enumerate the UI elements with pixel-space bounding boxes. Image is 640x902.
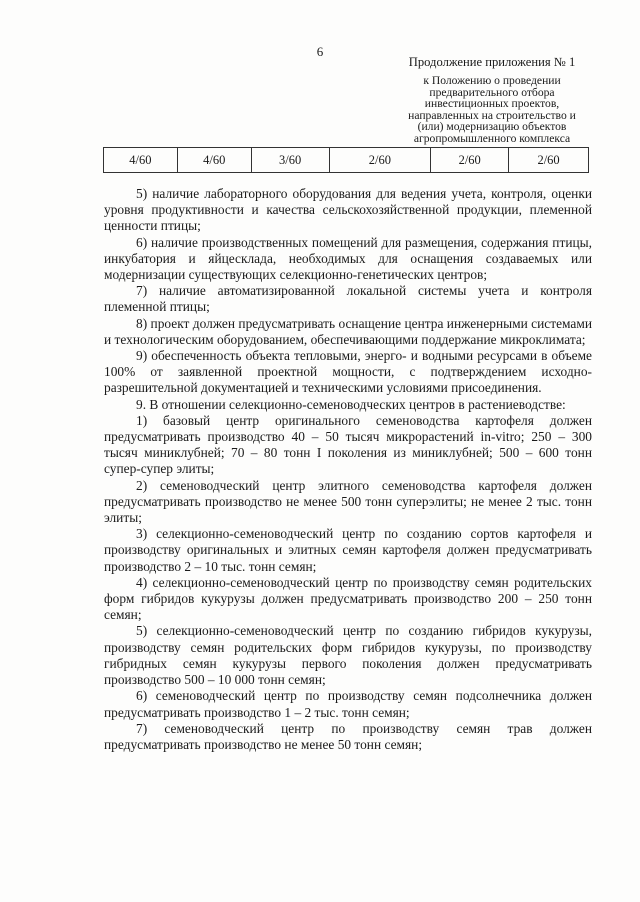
paragraph: 6) наличие производственных помещений для размещения, содержания птицы, инкубатория и яйцесклада, необходимых для оснащения создаваемых или модернизации существующих селекционно-генетических центров;: [104, 234, 592, 283]
score-cell: 2/60: [509, 148, 589, 173]
paragraph: 2) семеноводческий центр элитного семеноводства картофеля должен предусматривать производство не менее 500 тонн суперэлиты; не менее 2 тыс. тонн элиты;: [104, 477, 592, 526]
appendix-header-line: предварительного отбора: [429, 85, 555, 99]
paragraph: 6) семеноводческий центр по производству семян подсолнечника должен предусматривать производство 1 – 2 тыс. тонн семян;: [104, 688, 592, 720]
appendix-title: Продолжение приложения № 1: [408, 55, 576, 69]
score-table: [103, 147, 589, 173]
score-cell: 2/60: [431, 148, 509, 173]
score-cell: 2/60: [329, 148, 431, 173]
paragraph: 8) проект должен предусматривать оснащение центра инженерными системами и технологическим оборудованием, обеспечивающими поддержание микроклимата;: [104, 315, 592, 347]
paragraph: 9) обеспеченность объекта тепловыми, энерго- и водными ресурсами в объеме 100% от заявленной проектной мощности, с подтверждением исходно-разрешительной документацией и техническими условиями присоединения.: [104, 348, 592, 396]
score-cell: 4/60: [104, 148, 178, 173]
score-cell: 4/60: [177, 148, 251, 173]
section-heading: 9. В отношении селекционно-семеноводческих центров в растениеводстве:: [136, 396, 566, 412]
paragraph: 3) селекционно-семеноводческий центр по созданию сортов картофеля и производству оригинальных и элитных семян картофеля должен предусматривать производство 2 – 10 тыс. тонн семян;: [104, 526, 592, 574]
score-cell: 3/60: [251, 148, 329, 173]
document-body: [104, 186, 592, 753]
page-number: 6: [316, 44, 324, 59]
appendix-header-line: инвестиционных проектов,: [424, 97, 560, 110]
paragraph: 7) наличие автоматизированной локальной системы учета и контроля племенной птицы;: [104, 283, 592, 315]
paragraph: 5) селекционно-семеноводческий центр по созданию гибридов кукурузы, производству семян родительских форм гибридов кукурузы, по производству гибридных семян кукурузы первого поколения должен предусматривать производство 500 – 10 000 тонн семян;: [104, 623, 592, 688]
paragraph: 7) семеноводческий центр по производству семян трав должен предусматривать производство не менее 50 тонн семян;: [104, 720, 592, 752]
paragraph: 4) селекционно-семеноводческий центр по производству семян родительских форм гибридов кукурузы должен предусматривать производство 200 – 250 тонн семян;: [104, 574, 592, 623]
appendix-header-line: к Положению о проведении: [423, 74, 561, 87]
score-table-row: [104, 148, 589, 173]
appendix-header-line: (или) модернизацию объектов: [417, 120, 567, 133]
paragraph: 1) базовый центр оригинального семеноводства картофеля должен предусматривать производство 40 – 50 тысяч микрорастений in-vitro; 250 – 300 тысяч миниклубней; 70 – 80 тонн I поколения из миниклубней; 500 – 600 тонн супер-супер элиты;: [104, 412, 592, 477]
appendix-header-line: агропромышленного комплекса: [413, 131, 571, 145]
appendix-header: [392, 56, 592, 144]
paragraph: 5) наличие лабораторного оборудования для ведения учета, контроля, оценки уровня продуктивности и качества сельскохозяйственной продукции, племенной ценности птицы;: [104, 186, 592, 234]
appendix-header-line: направленных на строительство и: [408, 108, 576, 122]
